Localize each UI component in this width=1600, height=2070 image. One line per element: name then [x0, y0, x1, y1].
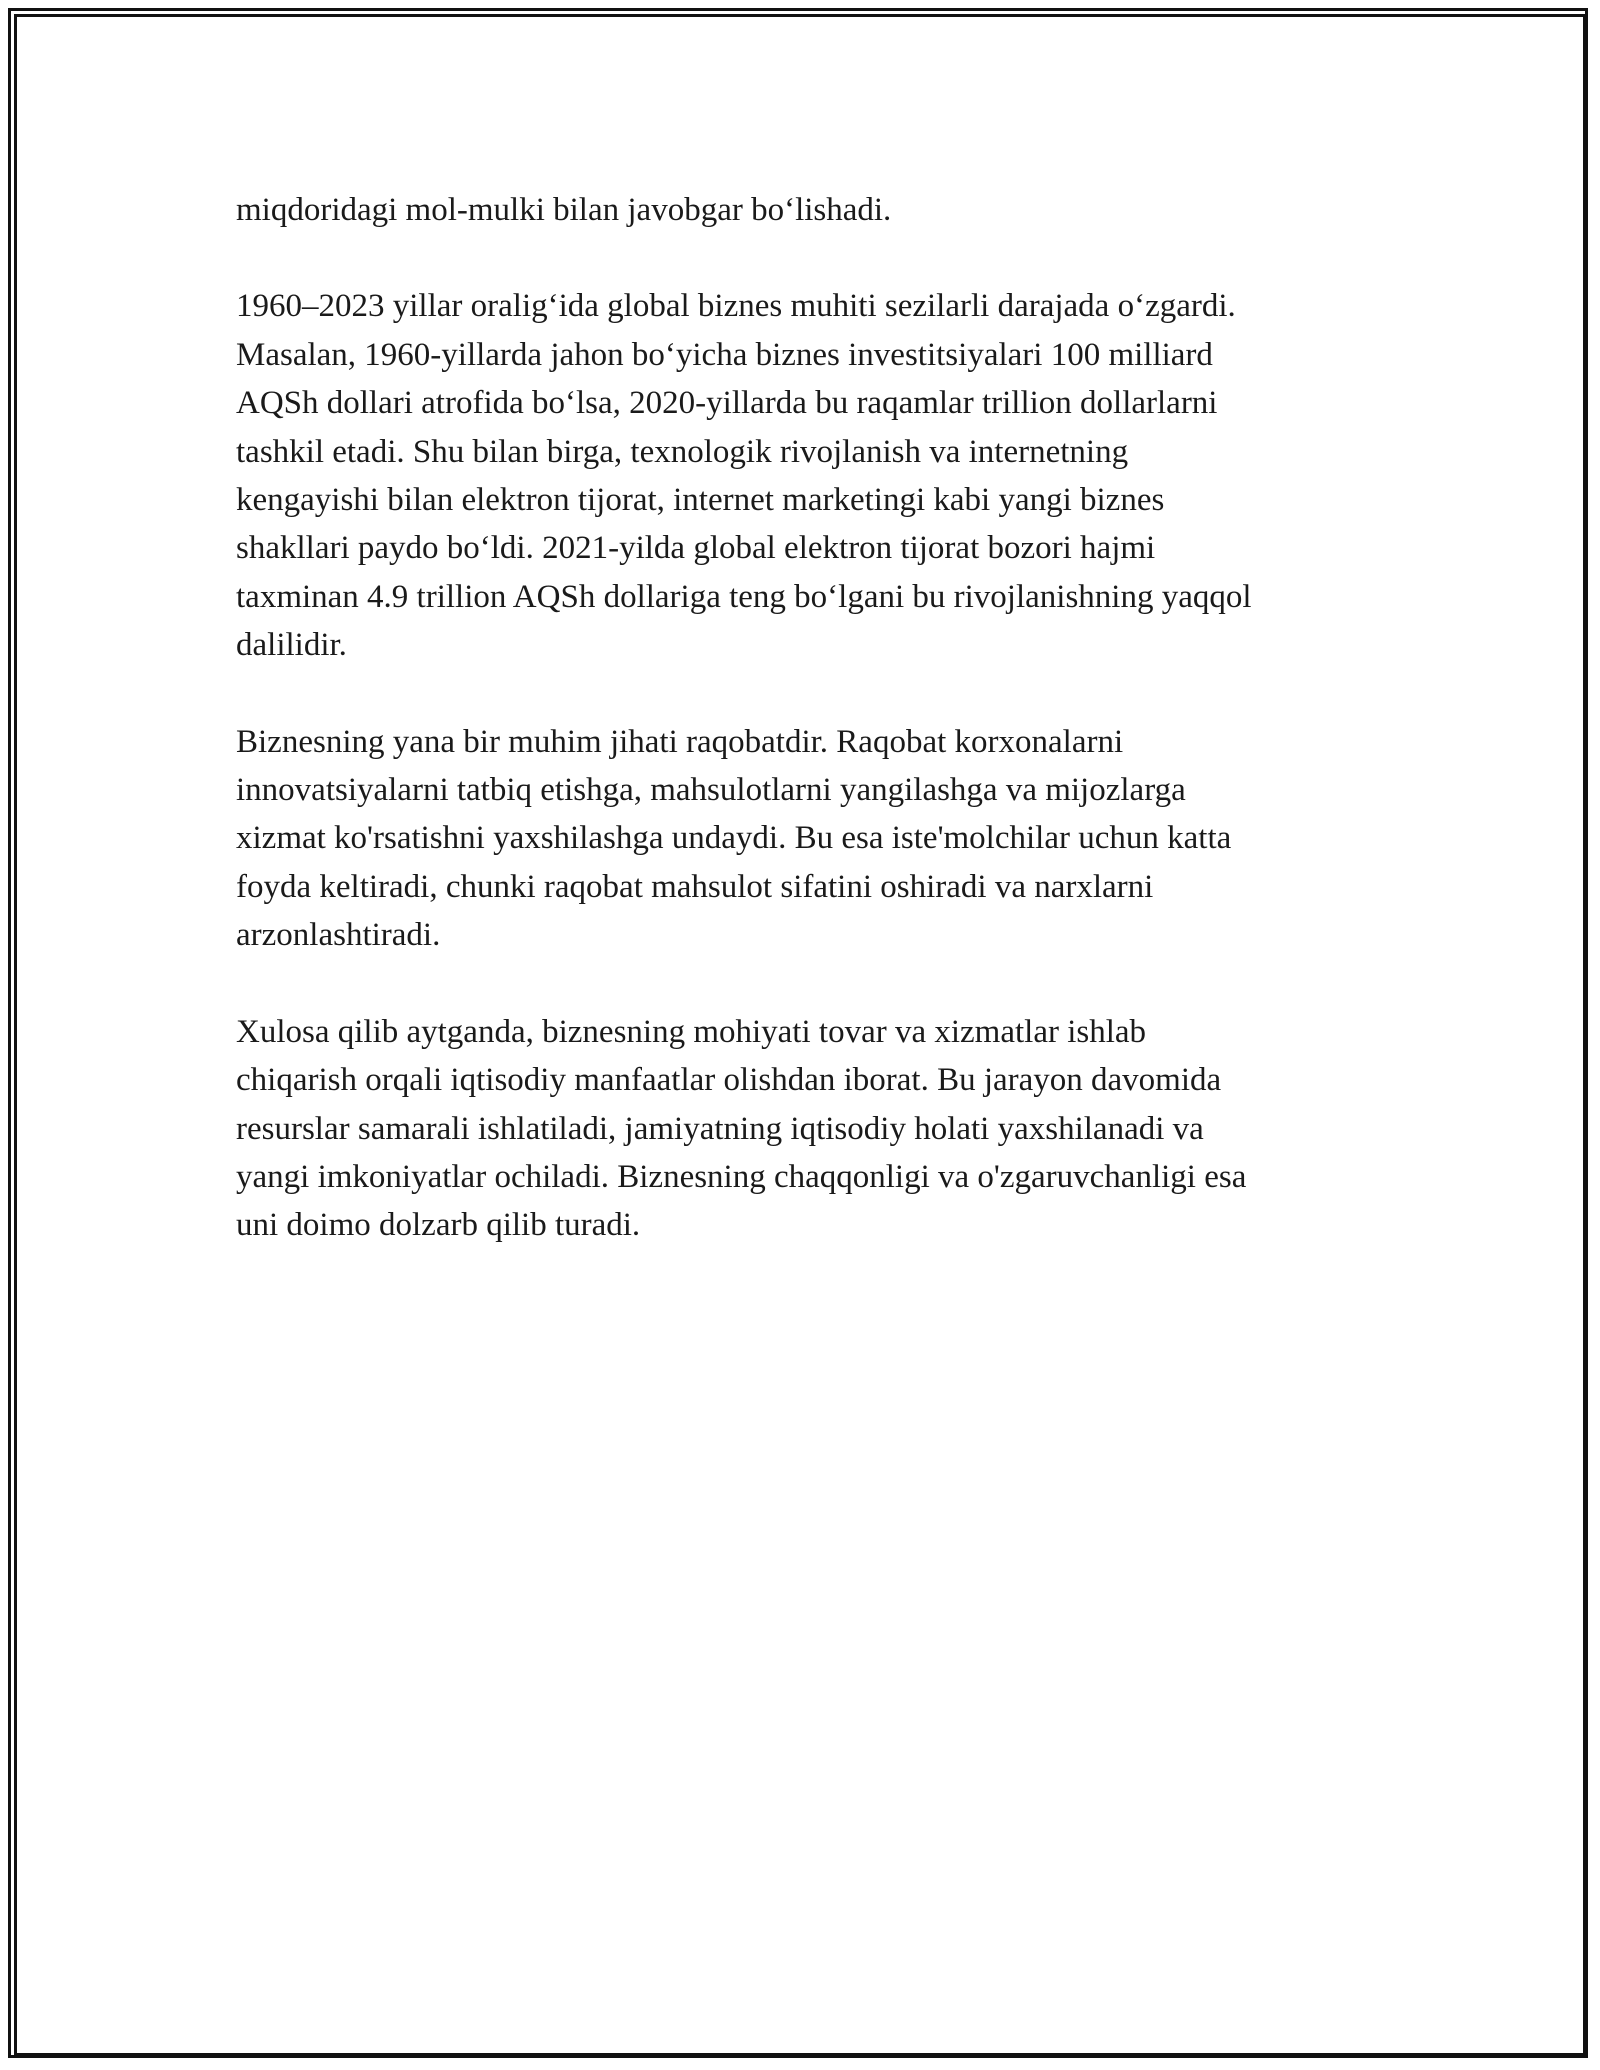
text-line: tashkil etadi. Shu bilan birga, texnologik rivojlanish va internetning	[236, 433, 1129, 470]
text-line: kengayishi bilan elektron tijorat, internet marketingi kabi yangi biznes	[236, 482, 1165, 519]
text-line: 1960–2023 yillar oralig‘ida global biznes muhiti sezilarli darajada o‘zgardi.	[236, 288, 1236, 325]
text-line: uni doimo dolzarb qilib turadi.	[236, 1207, 641, 1244]
text-line: Xulosa qilib aytganda, biznesning mohiyati tovar va xizmatlar ishlab	[236, 1013, 1147, 1050]
paragraph-competition	[236, 718, 1386, 960]
document-body	[236, 186, 1386, 1298]
paragraph-global-business-change	[236, 282, 1386, 669]
text-line: yangi imkoniyatlar ochiladi. Biznesning chaqqonligi va o'zgaruvchanligi esa	[236, 1158, 1247, 1195]
text-line: Biznesning yana bir muhim jihati raqobatdir. Raqobat korxonalarni	[236, 723, 1124, 760]
text-line: taxminan 4.9 trillion AQSh dollariga teng bo‘lgani bu rivojlanishning yaqqol	[236, 578, 1252, 615]
text-line: shakllari paydo bo‘ldi. 2021-yilda global elektron tijorat bozori hajmi	[236, 530, 1156, 567]
text-line: chiqarish orqali iqtisodiy manfaatlar olishdan iborat. Bu jarayon davomida	[236, 1062, 1222, 1099]
text-line: resurslar samarali ishlatiladi, jamiyatning iqtisodiy holati yaxshilanadi va	[236, 1110, 1204, 1147]
text-line: innovatsiyalarni tatbiq etishga, mahsulotlarni yangilashga va mijozlarga	[236, 772, 1186, 809]
text-line: foyda keltiradi, chunki raqobat mahsulot sifatini oshiradi va narxlarni	[236, 868, 1154, 905]
paragraph-liability-ending	[236, 186, 1386, 234]
text-line: xizmat ko'rsatishni yaxshilashga undaydi. Bu esa iste'molchilar uchun katta	[236, 820, 1232, 857]
text-line: miqdoridagi mol-mulki bilan javobgar bo‘lishadi.	[236, 192, 892, 228]
text-line: arzonlashtiradi.	[236, 917, 441, 954]
text-line: dalilidir.	[236, 627, 347, 664]
paragraph-conclusion	[236, 1008, 1386, 1250]
text-line: AQSh dollari atrofida bo‘lsa, 2020-yillarda bu raqamlar trillion dollarlarni	[236, 385, 1218, 422]
text-line: Masalan, 1960-yillarda jahon bo‘yicha biznes investitsiyalari 100 milliard	[236, 336, 1213, 373]
